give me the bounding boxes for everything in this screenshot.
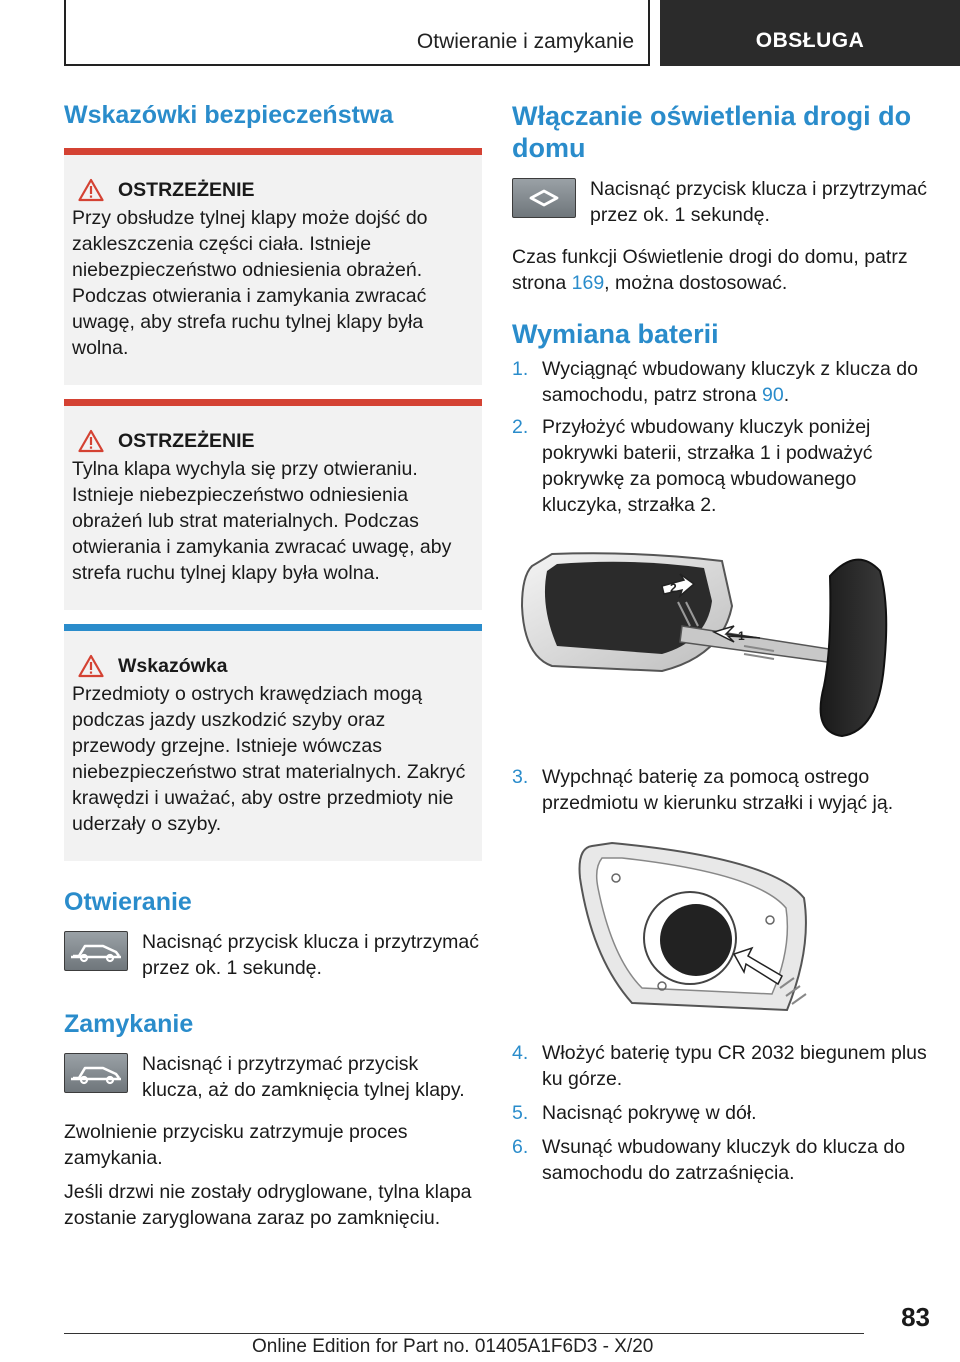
safety-heading: Wskazówki bezpieczeństwa xyxy=(64,101,394,129)
warning-text: Przy obsłudze tylnej klapy może dojść do zakleszczenia części ciała. Istnieje niebezpieczeństwo odniesienia obrażeń. Podczas otwierania i zamykania zwracać uwagę, aby strefa ruchu tylnej klapy była wolna. xyxy=(72,207,428,359)
note-triangle-icon xyxy=(78,654,104,678)
section-tab xyxy=(660,0,960,66)
note-box xyxy=(64,624,482,861)
headlight-button-icon xyxy=(512,178,576,218)
close-text: Nacisnąć i przytrzymać przycisk klucza, aż do zamknięcia tylnej klapy. xyxy=(142,1053,465,1101)
open-instruction xyxy=(64,929,482,981)
tailgate-button-icon xyxy=(64,931,128,971)
close-instruction xyxy=(64,1051,482,1103)
close-heading: Zamykanie xyxy=(64,1010,194,1038)
warning-title: OSTRZEŻENIE xyxy=(118,179,255,201)
warning-triangle-icon xyxy=(78,429,104,453)
page-link-90[interactable]: 90 xyxy=(762,384,784,406)
svg-text:2: 2 xyxy=(670,581,677,595)
list-item: 4. Włożyć baterię typu CR 2032 biegunem plus ku górze. xyxy=(512,1042,927,1090)
svg-text:1: 1 xyxy=(738,629,745,643)
right-column xyxy=(512,100,930,1186)
page-header xyxy=(64,0,960,66)
warning-box-2 xyxy=(64,399,482,610)
key-fob-illustration xyxy=(512,546,888,742)
chapter-title: Otwieranie i zamykanie xyxy=(416,30,634,53)
list-item: 3. Wypchnąć baterię za pomocą ostrego przedmiotu w kierunku strzałki i wyjąć ją. xyxy=(512,766,894,814)
light-text: Nacisnąć przycisk klucza i przytrzymać przez ok. 1 sekundę. xyxy=(590,178,927,226)
paragraph: Jeśli drzwi nie zostały odryglowane, tylna klapa zostanie zaryglowana zaraz po zamknięciu. xyxy=(64,1181,472,1229)
paragraph: Zwolnienie przycisku zatrzymuje proces zamykania. xyxy=(64,1121,408,1169)
section-title: OBSŁUGA xyxy=(755,29,865,52)
light-instruction xyxy=(512,176,930,228)
page-link-169[interactable]: 169 xyxy=(571,272,605,294)
light-paragraph: Czas funkcji Oświetlenie drogi do domu, patrz strona 169, można dostosować. xyxy=(512,246,908,294)
light-heading: Włączanie oświetlenia drogi do domu xyxy=(512,101,912,163)
left-column xyxy=(64,100,482,1231)
battery-compartment-illustration xyxy=(572,838,822,1018)
tailgate-button-icon xyxy=(64,1053,128,1093)
warning-title: OSTRZEŻENIE xyxy=(118,430,255,452)
list-item: 1. Wyciągnąć wbudowany kluczyk z klucza do samochodu, patrz strona 90. xyxy=(512,358,918,406)
list-item: 6. Wsunąć wbudowany kluczyk do klucza do samochodu do zatrzaśnięcia. xyxy=(512,1136,906,1184)
battery-steps-b xyxy=(512,764,930,816)
note-title: Wskazówka xyxy=(118,655,228,677)
warning-box-1 xyxy=(64,148,482,385)
battery-steps-a xyxy=(512,356,930,518)
page-number: 83 xyxy=(901,1302,930,1332)
chapter-tab xyxy=(64,0,650,66)
battery-heading: Wymiana baterii xyxy=(512,319,719,349)
footer-divider xyxy=(64,1333,864,1334)
battery-steps-c xyxy=(512,1040,930,1186)
list-item: 2. Przyłożyć wbudowany kluczyk poniżej pokrywki baterii, strzałka 1 i podważyć pokrywkę za pomocą wbudowanego kluczyka, strzałka 2. xyxy=(512,416,873,516)
open-text: Nacisnąć przycisk klucza i przytrzymać przez ok. 1 sekundę. xyxy=(142,931,479,979)
edition-text: Online Edition for Part no. 01405A1F6D3 - X/20 xyxy=(252,1336,654,1357)
warning-triangle-icon xyxy=(78,178,104,202)
open-heading: Otwieranie xyxy=(64,888,192,916)
note-text: Przedmioty o ostrych krawędziach mogą podczas jazdy uszkodzić szyby oraz przewody grzejne. Istnieje wówczas niebezpieczeństwo strat materialnych. Zakryć krawędzi i uważać, aby ostre przedmioty nie uderzały o szyby. xyxy=(72,683,466,835)
warning-text: Tylna klapa wychyla się przy otwieraniu. Istnieje niebezpieczeństwo odniesienia obrażeń lub strat materialnych. Podczas otwierania i zamykania zwracać uwagę, aby strefa ruchu tylnej klapy była wolna. xyxy=(72,458,452,584)
list-item: 5. Nacisnąć pokrywę w dół. xyxy=(512,1102,757,1124)
